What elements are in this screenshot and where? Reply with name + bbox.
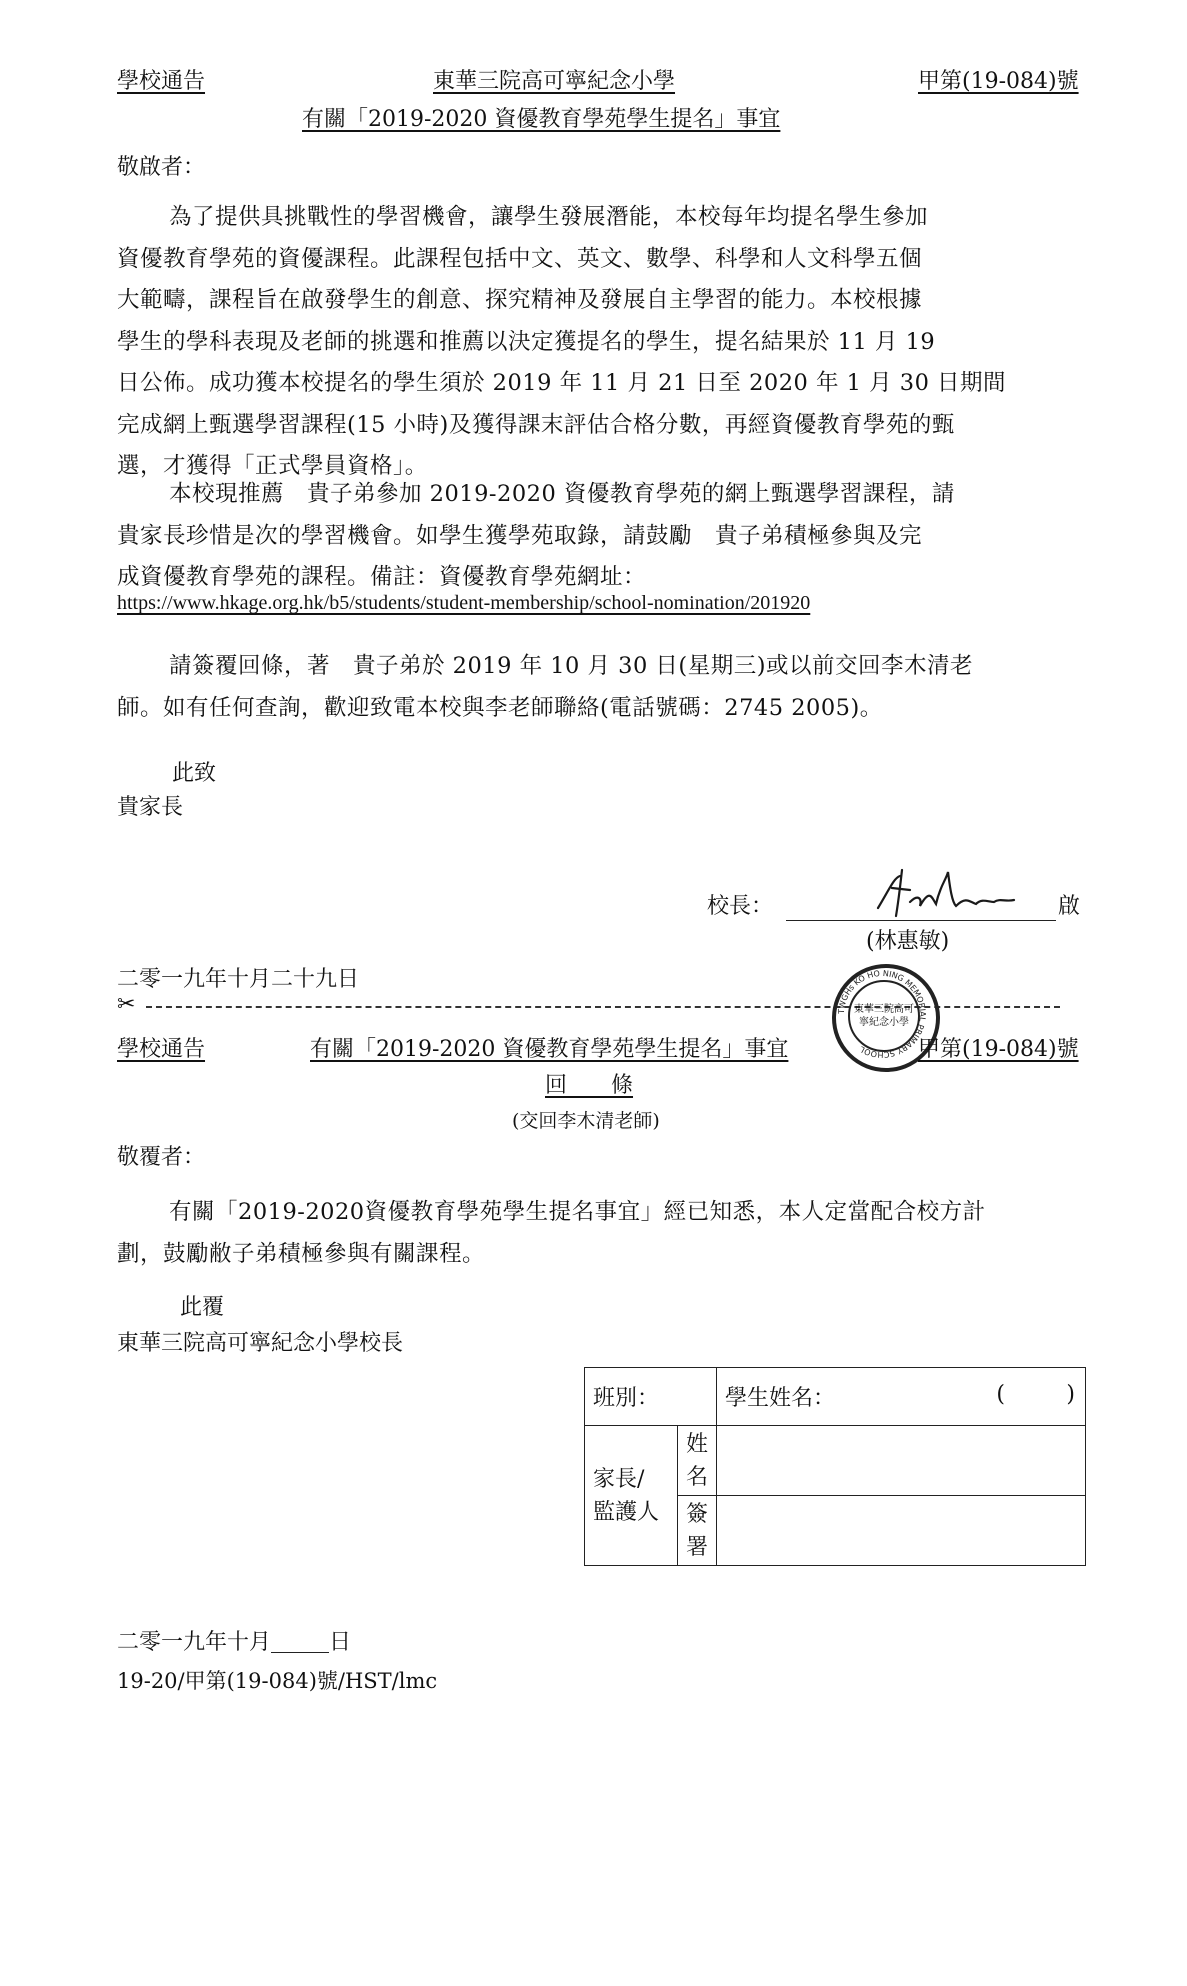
p1-line: 資優教育學苑的資優課程。此課程包括中文、英文、數學、科學和人文科學五個 bbox=[117, 245, 923, 272]
guardian-label: 監護人 bbox=[593, 1499, 660, 1525]
name-label-char: 姓 bbox=[686, 1431, 709, 1457]
sign-label-char: 簽 bbox=[686, 1501, 709, 1527]
p2-line: 成資優教育學苑的課程。備註：資優教育學苑網址： bbox=[117, 564, 647, 590]
p3-line: 請簽覆回條，著 貴子弟於 2019 年 10 月 30 日(星期三)或以前交回李木清老 bbox=[169, 653, 973, 679]
closing: 此致 bbox=[172, 761, 217, 786]
reply-subject: 有關「2019-2020 資優教育學苑學生提名」事宜 bbox=[310, 1037, 789, 1062]
class-number-close: ) bbox=[1066, 1382, 1075, 1407]
reply-closing: 此覆 bbox=[180, 1295, 225, 1320]
principal-label: 校長： bbox=[707, 894, 774, 919]
p3-line: 師。如有任何查詢，歡迎致電本校與李老師聯絡(電話號碼：2745 2005)。 bbox=[117, 694, 883, 721]
reply-title: 回 條 bbox=[545, 1073, 634, 1098]
reply-salutation: 敬覆者： bbox=[117, 1145, 206, 1170]
reply-form-table bbox=[584, 1367, 1086, 1566]
reply-notice-label: 學校通告 bbox=[117, 1037, 206, 1062]
svg-text:TWGHs KO HO NING MEMORIAL PRIM: TWGHs KO HO NING MEMORIAL PRIMARY SCHOOL bbox=[836, 968, 928, 1060]
p1-line: 大範疇，課程旨在啟發學生的創意、探究精神及發展自主學習的能力。本校根據 bbox=[117, 287, 923, 313]
reply-date bbox=[117, 1625, 351, 1661]
seal-center bbox=[848, 980, 920, 1052]
recipient: 貴家長 bbox=[117, 795, 184, 820]
student-name-label: 學生姓名： bbox=[725, 1386, 836, 1411]
paragraph-2 bbox=[117, 474, 1077, 599]
p1-line: 日公佈。成功獲本校提名的學生須於 2019 年 11 月 21 日至 2020 年 1 月 30 日期間 bbox=[117, 370, 1007, 396]
footer-ref: 19-20/甲第(19-084)號/HST/lmc bbox=[117, 1669, 438, 1693]
reply-ref: 甲第(19-084)號 bbox=[918, 1037, 1079, 1062]
class-label: 班別： bbox=[593, 1386, 660, 1411]
p1-line: 學生的學科表現及老師的挑選和推薦以決定獲提名的學生，提名結果於 11 月 19 bbox=[117, 328, 936, 355]
paragraph-1 bbox=[117, 197, 1077, 488]
school-name: 東華三院高可寧紀念小學 bbox=[433, 69, 676, 94]
reply-date-suffix: 日 bbox=[329, 1630, 352, 1655]
class-number-open: ( bbox=[996, 1382, 1005, 1407]
class-cell[interactable] bbox=[585, 1368, 717, 1426]
website-link[interactable]: https://www.hkage.org.hk/b5/students/student-membership/school-nomination/201920 bbox=[117, 592, 811, 614]
scissors-icon: ✂ bbox=[117, 992, 136, 1017]
reply-recipient: 東華三院高可寧紀念小學校長 bbox=[117, 1331, 404, 1356]
p1-line: 為了提供具挑戰性的學習機會，讓學生發展潛能，本校每年均提名學生參加 bbox=[169, 204, 929, 230]
paragraph-3 bbox=[117, 646, 1077, 729]
salutation: 敬啟者： bbox=[117, 155, 206, 180]
p1-line: 完成網上甄選學習課程(15 小時)及獲得課末評估合格分數，再經資優教育學苑的甄 bbox=[117, 411, 955, 438]
sign-label-cell bbox=[678, 1496, 717, 1566]
name-label-cell bbox=[678, 1426, 717, 1496]
p1-line: 選，才獲得「正式學員資格」。 bbox=[117, 453, 428, 479]
principal-name: (林惠敏) bbox=[866, 929, 950, 954]
reply-day-blank[interactable] bbox=[271, 1630, 329, 1653]
reply-body bbox=[117, 1192, 1077, 1275]
seal-text: 東華三院高可寧紀念小學 bbox=[854, 1004, 914, 1028]
parent-label-cell bbox=[585, 1426, 678, 1566]
reply-body-line: 劃，鼓勵敝子弟積極參與有關課程。 bbox=[117, 1240, 486, 1267]
notice-subject: 有關「2019-2020 資優教育學苑學生提名」事宜 bbox=[302, 107, 781, 132]
student-name-cell[interactable] bbox=[717, 1368, 1086, 1426]
handwritten-signature-icon bbox=[870, 858, 1030, 928]
p2-line: 貴家長珍惜是次的學習機會。如學生獲學苑取錄，請鼓勵 貴子弟積極參與及完 bbox=[117, 522, 923, 549]
return-to: (交回李木清老師) bbox=[512, 1110, 660, 1132]
p2-line: 本校現推薦 貴子弟參加 2019-2020 資優教育學苑的網上甄選學習課程，請 bbox=[169, 481, 955, 507]
parent-label: 家長/ bbox=[593, 1466, 645, 1492]
reply-date-prefix: 二零一九年十月 bbox=[117, 1630, 272, 1655]
name-label-char: 名 bbox=[686, 1464, 709, 1490]
parent-signature-field[interactable] bbox=[717, 1496, 1086, 1566]
reply-body-line: 有關「2019-2020資優教育學苑學生提名事宜」經已知悉，本人定當配合校方計 bbox=[169, 1199, 986, 1225]
principal-suffix: 啟 bbox=[1058, 894, 1081, 919]
notice-ref: 甲第(19-084)號 bbox=[918, 69, 1079, 94]
parent-name-field[interactable] bbox=[717, 1426, 1086, 1496]
notice-label: 學校通告 bbox=[117, 69, 206, 94]
sign-label-char: 署 bbox=[686, 1534, 709, 1560]
letter-date: 二零一九年十月二十九日 bbox=[117, 967, 360, 992]
